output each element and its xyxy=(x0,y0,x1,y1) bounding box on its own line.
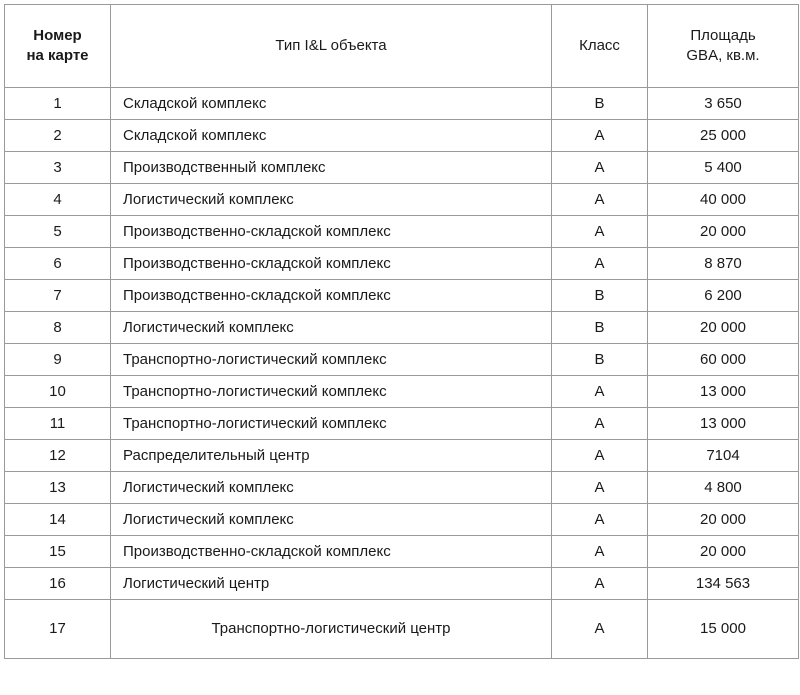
table-row xyxy=(5,312,799,344)
cell-class: A xyxy=(552,120,648,152)
cell-number: 5 xyxy=(5,216,111,248)
table-body xyxy=(5,88,799,659)
cell-number: 6 xyxy=(5,248,111,280)
cell-number: 15 xyxy=(5,536,111,568)
cell-class: A xyxy=(552,184,648,216)
cell-type: Транспортно-логистический центр xyxy=(111,600,552,659)
cell-type: Распределительный центр xyxy=(111,440,552,472)
cell-area: 20 000 xyxy=(648,216,799,248)
cell-area: 25 000 xyxy=(648,120,799,152)
cell-area: 5 400 xyxy=(648,152,799,184)
cell-class: B xyxy=(552,280,648,312)
column-header-number xyxy=(5,5,111,88)
cell-class: B xyxy=(552,344,648,376)
cell-area: 20 000 xyxy=(648,536,799,568)
cell-area: 134 563 xyxy=(648,568,799,600)
table-row xyxy=(5,600,799,659)
cell-area: 4 800 xyxy=(648,472,799,504)
cell-area: 8 870 xyxy=(648,248,799,280)
cell-number: 2 xyxy=(5,120,111,152)
cell-type: Транспортно-логистический комплекс xyxy=(111,376,552,408)
cell-area: 20 000 xyxy=(648,312,799,344)
cell-number: 9 xyxy=(5,344,111,376)
table-row xyxy=(5,504,799,536)
cell-type: Производственно-складской комплекс xyxy=(111,248,552,280)
table-row xyxy=(5,88,799,120)
column-header-area-line2: GBA, кв.м. xyxy=(686,47,760,64)
table-row xyxy=(5,120,799,152)
table-header xyxy=(5,5,799,88)
cell-class: A xyxy=(552,152,648,184)
cell-class: A xyxy=(552,408,648,440)
cell-number: 14 xyxy=(5,504,111,536)
cell-type: Производственно-складской комплекс xyxy=(111,536,552,568)
cell-type: Транспортно-логистический комплекс xyxy=(111,344,552,376)
cell-number: 11 xyxy=(5,408,111,440)
cell-class: B xyxy=(552,88,648,120)
cell-type: Логистический комплекс xyxy=(111,184,552,216)
cell-class: A xyxy=(552,376,648,408)
cell-type: Логистический комплекс xyxy=(111,312,552,344)
cell-number: 7 xyxy=(5,280,111,312)
table-row xyxy=(5,536,799,568)
cell-area: 13 000 xyxy=(648,408,799,440)
column-header-number-line1: Номер xyxy=(33,26,82,44)
cell-number: 16 xyxy=(5,568,111,600)
cell-area: 6 200 xyxy=(648,280,799,312)
cell-number: 8 xyxy=(5,312,111,344)
table-row xyxy=(5,344,799,376)
cell-number: 12 xyxy=(5,440,111,472)
cell-number: 3 xyxy=(5,152,111,184)
table-row xyxy=(5,216,799,248)
column-header-number-line2: на карте xyxy=(26,47,89,64)
cell-type: Логистический комплекс xyxy=(111,504,552,536)
cell-number: 17 xyxy=(5,600,111,659)
cell-area: 40 000 xyxy=(648,184,799,216)
table-row xyxy=(5,440,799,472)
table-row xyxy=(5,248,799,280)
cell-number: 13 xyxy=(5,472,111,504)
column-header-area-line1: Площадь xyxy=(690,26,756,44)
cell-class: A xyxy=(552,600,648,659)
cell-class: A xyxy=(552,248,648,280)
column-header-class: Класс xyxy=(552,5,648,88)
cell-type: Логистический центр xyxy=(111,568,552,600)
cell-type: Производственный комплекс xyxy=(111,152,552,184)
cell-number: 4 xyxy=(5,184,111,216)
cell-type: Складской комплекс xyxy=(111,88,552,120)
cell-class: B xyxy=(552,312,648,344)
cell-area: 13 000 xyxy=(648,376,799,408)
cell-type: Производственно-складской комплекс xyxy=(111,280,552,312)
cell-number: 1 xyxy=(5,88,111,120)
cell-area: 15 000 xyxy=(648,600,799,659)
objects-table xyxy=(4,4,799,659)
table-row xyxy=(5,568,799,600)
table-row xyxy=(5,472,799,504)
table-row xyxy=(5,280,799,312)
column-header-type: Тип I&L объекта xyxy=(111,5,552,88)
cell-area: 20 000 xyxy=(648,504,799,536)
cell-class: A xyxy=(552,504,648,536)
cell-number: 10 xyxy=(5,376,111,408)
cell-class: A xyxy=(552,440,648,472)
cell-area: 60 000 xyxy=(648,344,799,376)
cell-class: A xyxy=(552,568,648,600)
cell-type: Логистический комплекс xyxy=(111,472,552,504)
table-row xyxy=(5,376,799,408)
table-header-row xyxy=(5,5,799,88)
cell-area: 3 650 xyxy=(648,88,799,120)
cell-class: A xyxy=(552,536,648,568)
table-row xyxy=(5,408,799,440)
table-row xyxy=(5,184,799,216)
cell-area: 7104 xyxy=(648,440,799,472)
cell-type: Транспортно-логистический комплекс xyxy=(111,408,552,440)
cell-type: Складской комплекс xyxy=(111,120,552,152)
cell-class: A xyxy=(552,216,648,248)
cell-type: Производственно-складской комплекс xyxy=(111,216,552,248)
cell-class: A xyxy=(552,472,648,504)
table-row xyxy=(5,152,799,184)
column-header-area xyxy=(648,5,799,88)
